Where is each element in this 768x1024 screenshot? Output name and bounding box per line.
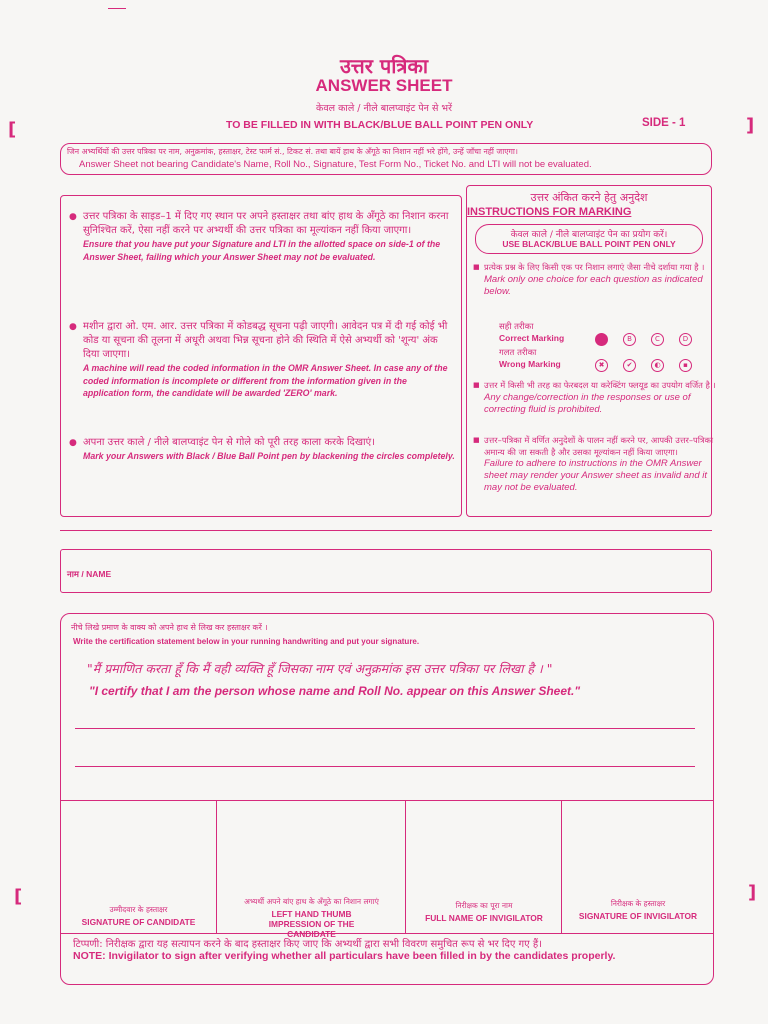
certification-box bbox=[60, 613, 714, 985]
pen-requirement-pill bbox=[475, 224, 703, 254]
certification-instruction-english: Write the certification statement below in your running handwriting and put your signature. bbox=[73, 637, 420, 646]
invigilator-signature-cell[interactable] bbox=[561, 801, 714, 933]
cell-label-hindi: उम्मीदवार के हस्ताक्षर bbox=[109, 905, 168, 914]
fill-instruction-hindi: केवल काले / नीले बालप्वाइंट पेन से भरें bbox=[316, 103, 452, 114]
certification-quote-hindi: "मैं प्रमाणित करता हूँ कि मैं वही व्यक्ति हूँ जिसका नाम एवं अनुक्रमांक इस उत्तर पत्रिका पर लिखा है । " bbox=[87, 661, 553, 676]
instruction-item bbox=[69, 210, 455, 263]
cell-label-english: FULL NAME OF INVIGILATOR bbox=[425, 913, 543, 923]
certification-quote-english: "I certify that I am the person whose name and Roll No. appear on this Answer Sheet." bbox=[89, 684, 581, 698]
cell-label-hindi: अभ्यर्थी अपने बांए हाथ के अँगूठे का निशान लगाएं bbox=[244, 897, 379, 906]
correct-marking-example bbox=[499, 321, 709, 349]
left-bracket: [ bbox=[8, 119, 17, 140]
warning-english: Answer Sheet not bearing Candidate's Name, Roll No., Signature, Test Form No., Ticket No. and LTI will not be evaluated. bbox=[79, 159, 592, 170]
instruction-english: A machine will read the coded information in the OMR Answer Sheet. In case any of the coded information is incomplete or different from the information given in the application form, the candidate will be awarded 'ZERO' mark. bbox=[83, 363, 448, 398]
name-field[interactable] bbox=[60, 549, 712, 593]
section-divider bbox=[60, 530, 712, 531]
instruction-item bbox=[69, 436, 455, 463]
rule-english: Failure to adhere to instructions in the OMR Answer sheet may render your Answer sheet as invalid and it may not be evaluated. bbox=[484, 458, 708, 493]
right-bracket: ] bbox=[748, 882, 757, 903]
marking-instructions-box bbox=[466, 185, 716, 517]
rule-hindi: ■ उत्तर–पत्रिका में वर्णित अनुदेशों के पालन नहीं करने पर, आपकी उत्तर–पत्रिका अमान्य की जा सकती है और उसका मूल्यांकन नहीं किया जाएगा। bbox=[484, 435, 713, 457]
instruction-hindi: ● उत्तर पत्रिका के साइड–1 में दिए गए स्थान पर अपने हस्ताक्षर तथा बांए हाथ के अँगूठे का निशान करना सुनिश्चित करें, ऐसा नहीं करने पर अभ्यर्थी की उत्तर पत्रिका का मूल्यांकन नहीं किया जाएगा। bbox=[69, 210, 455, 238]
title-hindi: उत्तर पत्रिका bbox=[339, 54, 429, 78]
note-hindi: टिप्पणी: निरीक्षक द्वारा यह सत्यापन करने के बाद हस्ताक्षर किए जाए कि अभ्यर्थी द्वारा सभी विवरण समुचित रूप से भर दिए गए हैं। bbox=[73, 939, 542, 950]
dot-mark-icon: ▪ bbox=[679, 359, 692, 372]
wrong-marking-example bbox=[499, 347, 709, 375]
cell-label-english: SIGNATURE OF CANDIDATE bbox=[81, 917, 196, 927]
cell-label-english: SIGNATURE OF INVIGILATOR bbox=[578, 911, 698, 921]
thumb-impression-cell[interactable] bbox=[216, 801, 406, 939]
rule-english: Any change/correction in the responses or use of correcting fluid is prohibited. bbox=[484, 391, 691, 415]
marking-rule bbox=[473, 435, 716, 494]
right-bracket: ] bbox=[746, 115, 755, 136]
pen-hindi: केवल काले / नीले बालप्वाइंट पेन का प्रयोग करें। bbox=[510, 230, 668, 240]
title-english: ANSWER SHEET bbox=[315, 76, 453, 95]
wrong-hindi: गलत तरीका bbox=[499, 348, 537, 358]
cross-mark-icon: ✖ bbox=[595, 359, 608, 372]
wrong-english: Wrong Marking bbox=[499, 359, 561, 369]
pen-english: USE BLACK/BLUE BALL POINT PEN ONLY bbox=[502, 239, 676, 249]
top-tick-mark bbox=[108, 8, 126, 9]
invigilator-name-cell[interactable] bbox=[405, 801, 562, 933]
rule-english: Mark only one choice for each question as indicated below. bbox=[484, 273, 703, 297]
side-label: SIDE - 1 bbox=[642, 117, 686, 129]
rule-hindi: ■ उत्तर में किसी भी तरह का फेरबदल या करेक्टिंग फ्लयूड का उपयोग वर्जित है । bbox=[484, 380, 716, 390]
name-label: नाम / NAME bbox=[67, 569, 112, 579]
cell-label-english: LEFT HAND THUMB IMPRESSION OF THE CANDIDATE bbox=[268, 909, 355, 939]
tick-mark-icon: ✔ bbox=[623, 359, 636, 372]
cell-label-hindi: निरीक्षक का पूरा नाम bbox=[455, 901, 513, 910]
marking-rule bbox=[473, 380, 716, 416]
fill-instruction-english: TO BE FILLED IN WITH BLACK/BLUE BALL POINT PEN ONLY bbox=[226, 119, 534, 131]
filled-bubble-icon bbox=[595, 333, 608, 346]
marking-heading-hindi: उत्तर अंकित करने हेतु अनुदेश bbox=[530, 191, 648, 204]
correct-english: Correct Marking bbox=[499, 333, 565, 343]
marking-heading-english: INSTRUCTIONS FOR MARKING bbox=[467, 206, 632, 218]
candidate-signature-cell[interactable] bbox=[61, 801, 216, 933]
certification-instruction-hindi: नीचे लिखे प्रमाण के वाक्य को अपने हाथ से लिख कर हस्ताक्षर करें । bbox=[71, 623, 268, 632]
left-bracket: [ bbox=[14, 886, 23, 907]
instruction-english: Ensure that you have put your Signature and LTI in the allotted space on side-1 of the Answer Sheet, failing which your Answer Sheet may not be evaluated. bbox=[83, 239, 441, 262]
cell-label-hindi: निरीक्षक के हस्ताक्षर bbox=[610, 899, 666, 908]
note-english: NOTE: Invigilator to sign after verifying whether all particulars have been filled in by the candidates properly. bbox=[73, 950, 616, 962]
instruction-hindi: ● मशीन द्वारा ओ. एम. आर. उत्तर पत्रिका में कोडबद्ध सूचना पढ़ी जाएगी। आवेदन पत्र में दी गई कोई भी कोड या सूचना की तूलना में अधूरी अथवा भिन्न सूचना होने की स्थिति में ऐसे अभ्यर्थी को 'शून्य' अंक दिया जाएगा। bbox=[69, 320, 455, 362]
handwriting-line-1[interactable] bbox=[75, 728, 695, 729]
correct-hindi: सही तरीका bbox=[499, 322, 534, 332]
rule-hindi: ■ प्रत्येक प्रश्न के लिए किसी एक पर निशान लगाएं जैसा नीचे दर्शाया गया है । bbox=[484, 262, 705, 272]
signature-grid bbox=[61, 800, 713, 939]
general-instructions-box bbox=[60, 195, 462, 517]
handwriting-line-2[interactable] bbox=[75, 766, 695, 767]
bubble-d-icon: D bbox=[679, 333, 692, 346]
warning-box bbox=[60, 143, 712, 175]
bubble-c-icon: C bbox=[651, 333, 664, 346]
instruction-hindi: ● अपना उत्तर काले / नीले बालप्वाइंट पेन से गोले को पूरी तरह काला करके दिखाएं। bbox=[69, 436, 455, 450]
half-filled-icon: ◐ bbox=[651, 359, 664, 372]
warning-hindi: जिन अभ्यर्थियों की उत्तर पत्रिका पर नाम, अनुक्रमांक, हस्ताक्षर, टेस्ट फार्म सं., टिकट सं. तथा बायें हाथ के अँगूठे का निशान नहीं भरे होंगे, उन्हें जाँचा नहीं जाएगा। bbox=[67, 147, 518, 156]
instruction-item bbox=[69, 320, 455, 400]
bubble-b-icon: B bbox=[623, 333, 636, 346]
instruction-english: Mark your Answers with Black / Blue Ball Point pen by blackening the circles completely. bbox=[83, 451, 455, 461]
marking-rule bbox=[473, 262, 716, 298]
